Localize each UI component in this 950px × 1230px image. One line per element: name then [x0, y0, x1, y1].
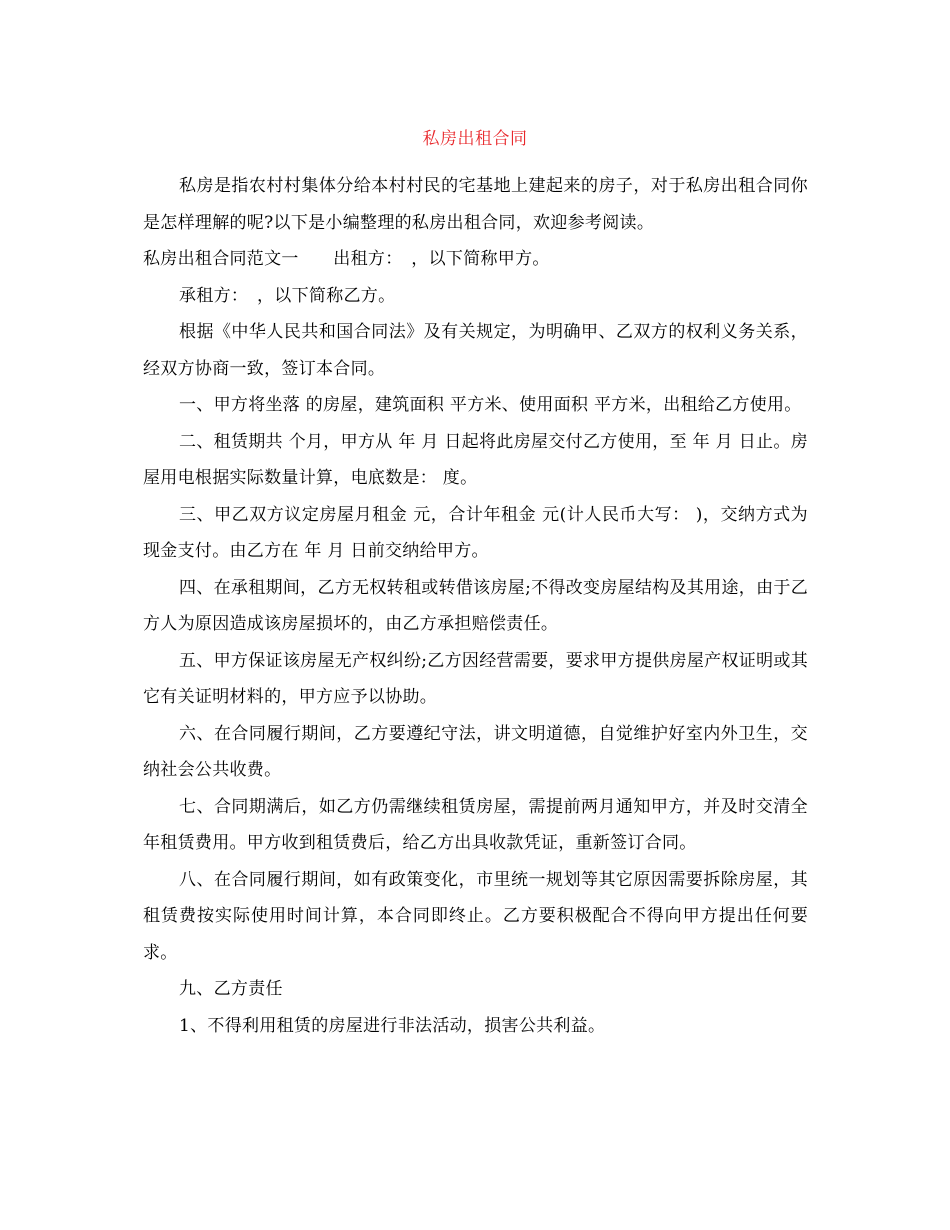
clause-2: 二、租赁期共 个月，甲方从 年 月 日起将此房屋交付乙方使用，至 年 月 日止。房屋用电根据实际数量计算，电底数是： 度。 [143, 431, 808, 488]
clause-7: 七、合同期满后，如乙方仍需继续租赁房屋，需提前两月通知甲方，并及时交清全年租赁费用。甲方收到租赁费后，给乙方出具收款凭证，重新签订合同。 [143, 796, 808, 853]
clause-3: 三、甲乙双方议定房屋月租金 元，合计年租金 元(计人民币大写： )，交纳方式为现金支付。由乙方在 年 月 日前交纳给甲方。 [143, 504, 808, 561]
clause-6: 六、在合同履行期间，乙方要遵纪守法，讲文明道德，自觉维护好室内外卫生，交纳社会公共收费。 [143, 723, 808, 780]
clause-1: 一、甲方将坐落 的房屋，建筑面积 平方米、使用面积 平方米，出租给乙方使用。 [179, 395, 802, 415]
document-title: 私房出租合同 [422, 129, 528, 149]
clause-4: 四、在承租期间，乙方无权转租或转借该房屋;不得改变房屋结构及其用途，由于乙方人为原因造成该房屋损坏的，由乙方承担赔偿责任。 [143, 577, 808, 634]
lessee-line: 承租方： ，以下简称乙方。 [179, 285, 396, 306]
clause-9-item-1: 1、不得利用租赁的房屋进行非法活动，损害公共利益。 [179, 1015, 606, 1036]
sample-heading-and-lessor-line: 私房出租合同范文一 出租方： ，以下简称甲方。 [143, 249, 550, 269]
clause-9-heading: 九、乙方责任 [179, 979, 283, 999]
clause-5: 五、甲方保证该房屋无产权纠纷;乙方因经营需要，要求甲方提供房屋产权证明或其它有关证明材料的，甲方应予以协助。 [143, 650, 808, 707]
clause-8: 八、在合同履行期间，如有政策变化，市里统一规划等其它原因需要拆除房屋，其租赁费按实际使用时间计算，本合同即终止。乙方要积极配合不得向甲方提出任何要求。 [143, 869, 808, 963]
document-body [143, 168, 808, 1044]
basis-paragraph: 根据《中华人民共和国合同法》及有关规定，为明确甲、乙双方的权利义务关系，经双方协商一致，签订本合同。 [143, 322, 808, 379]
intro-paragraph: 私房是指农村村集体分给本村村民的宅基地上建起来的房子，对于私房出租合同你是怎样理解的呢?以下是小编整理的私房出租合同，欢迎参考阅读。 [143, 176, 808, 233]
